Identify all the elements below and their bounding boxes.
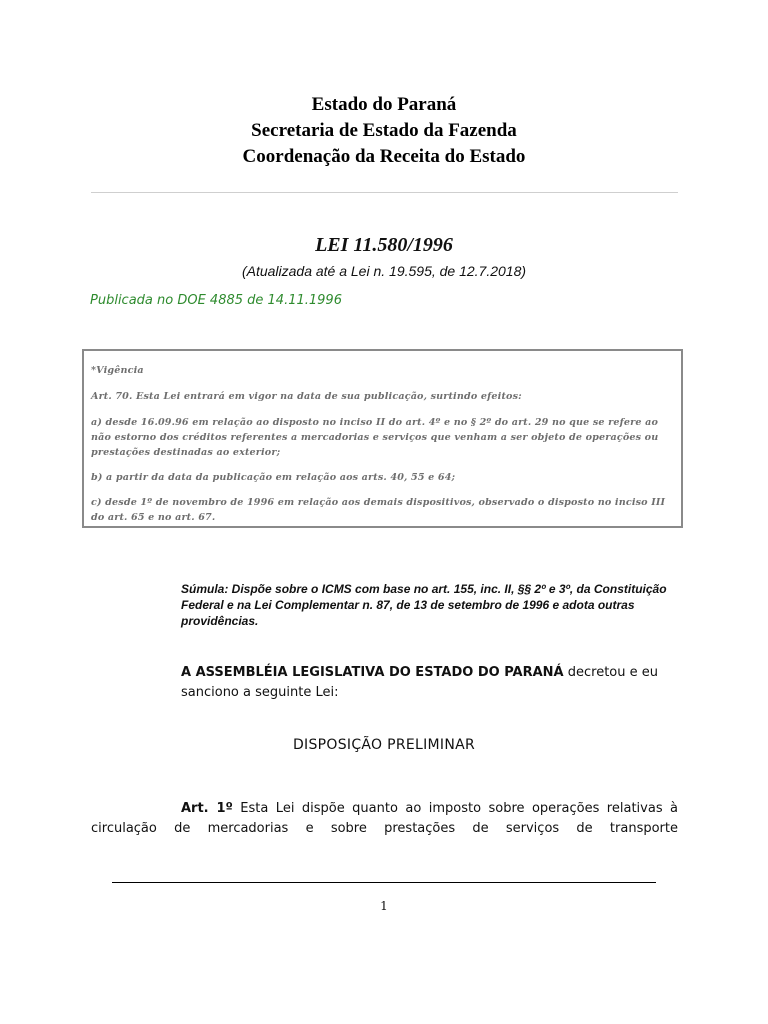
header-coordination: Coordenação da Receita do Estado [242,146,526,167]
preamble-assembly: A ASSEMBLÉIA LEGISLATIVA DO ESTADO DO PARANÁ [181,665,564,680]
article-1 [91,799,678,839]
vigencia-item-c: c) desde 1º de novembro de 1996 em relação aos demais dispositivos, observado o disposto no inciso III do art. 65 e no art. 67. [91,497,666,523]
header-state: Estado do Paraná [311,94,457,115]
section-title: DISPOSIÇÃO PRELIMINAR [292,737,476,753]
header-divider [91,192,678,193]
vigencia-box [82,349,683,528]
footer-divider [112,882,656,883]
vigencia-art70: Art. 70. Esta Lei entrará em vigor na data de sua publicação, surtindo efeitos: [91,391,522,402]
header-secretariat: Secretaria de Estado da Fazenda [251,120,517,141]
sumula: Súmula: Dispõe sobre o ICMS com base no art. 155, inc. II, §§ 2º e 3º, da Constituição Federal e na Lei Complementar n. 87, de 13 de setembro de 1996 e adota outras providências. [181,582,667,628]
preamble-text: decretou e eu sanciono a seguinte Lei: [181,665,659,700]
vigencia-item-b: b) a partir da data da publicação em relação aos arts. 40, 55 e 64; [91,472,456,483]
vigencia-heading: *Vigência [91,365,144,376]
preamble [181,663,681,703]
article-1-label: Art. 1º [181,801,233,816]
publication-note: Publicada no DOE 4885 de 14.11.1996 [90,293,342,308]
vigencia-item-a: a) desde 16.09.96 em relação ao disposto no inciso II do art. 4º e no § 2º do art. 29 no que se refere ao não estorno dos créditos referentes a mercadorias e serviços que venham a ser objeto de operações ou prestações destinadas ao exterior; [91,417,659,458]
page-number: 1 [380,899,388,913]
law-update-note: (Atualizada até a Lei n. 19.595, de 12.7.2018) [241,263,527,279]
article-1-text: Esta Lei dispõe quanto ao imposto sobre operações relativas à circulação de mercadorias e sobre prestações de serviços de transporte [91,801,679,836]
document-header [0,92,768,170]
law-title: LEI 11.580/1996 [315,234,453,256]
